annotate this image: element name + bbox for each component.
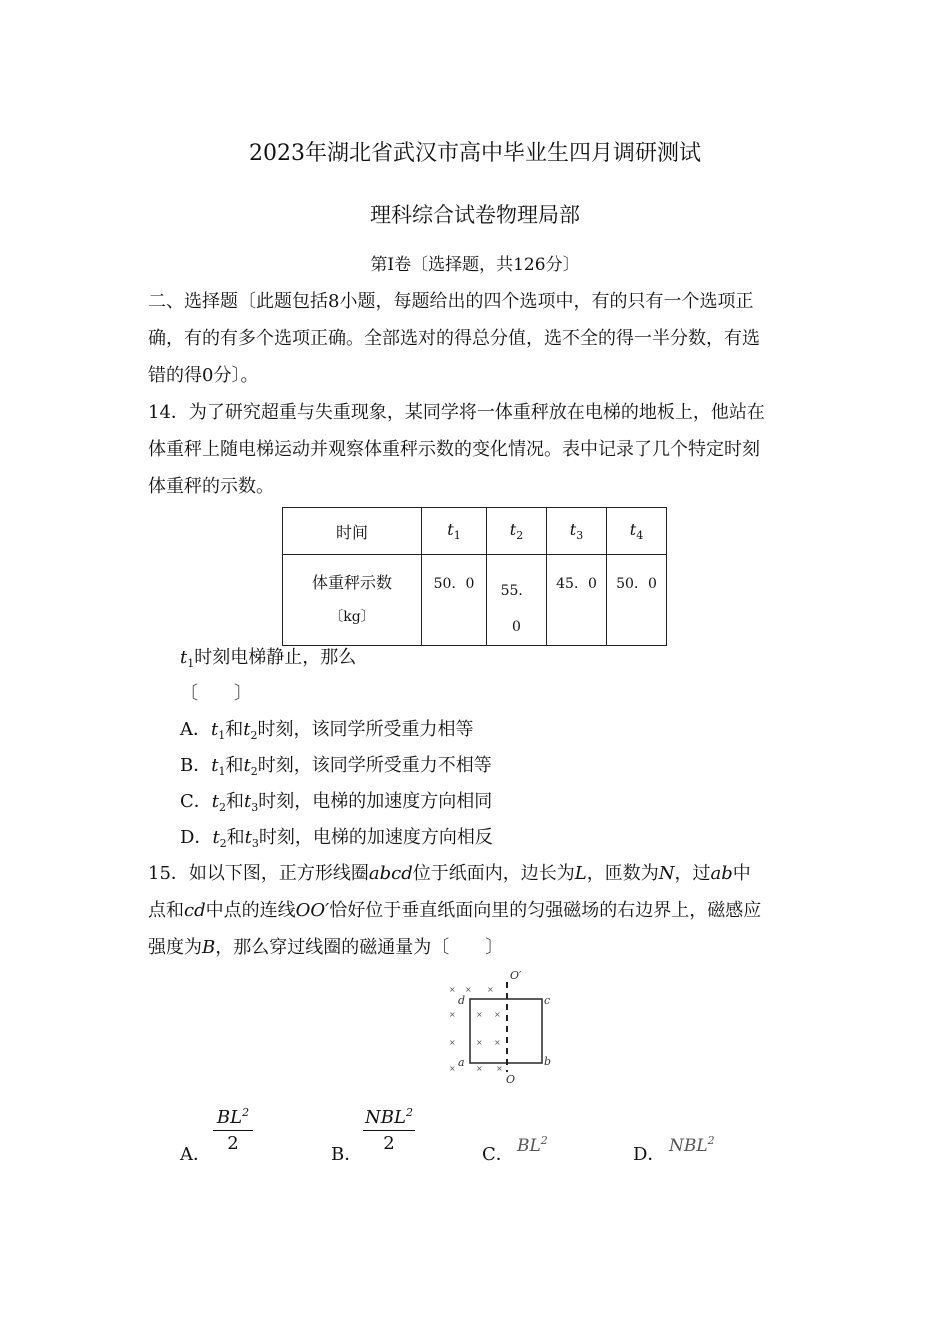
- table-row-label: 体重秤示数 〔kg〕: [283, 555, 422, 646]
- q15-option-b-label[interactable]: B．: [331, 1144, 363, 1165]
- q14-stem-line: 体重秤上随电梯运动并观察体重秤示数的变化情况。表中记录了几个特定时刻: [148, 439, 760, 460]
- q15-option-d-expr[interactable]: NBL$^2$: [669, 1134, 715, 1156]
- q15-options: [0, 1100, 950, 1170]
- q14-option-a[interactable]: A．$t_1$和$t_2$时刻，该同学所受重力相等: [180, 719, 474, 742]
- section-heading: 第I卷〔选择题，共126分〕: [370, 255, 580, 275]
- corner-a: a: [458, 1056, 465, 1069]
- svg-text:×: ×: [476, 1010, 483, 1019]
- table-header-t4: $t_4$: [607, 508, 667, 555]
- corner-d: d: [458, 994, 466, 1007]
- svg-text:×: ×: [494, 1010, 501, 1019]
- table-cell: 50．0: [422, 555, 487, 646]
- svg-text:×: ×: [449, 985, 456, 994]
- q15-stem-line: 15．如以下图，正方形线圈abcd位于纸面内，边长为L，匝数为N，过ab中: [148, 863, 751, 884]
- q15-option-d-label[interactable]: D．: [633, 1144, 666, 1165]
- q15-option-b-fraction[interactable]: NBL$^2$ 2: [363, 1106, 415, 1154]
- table-header-t3: $t_3$: [547, 508, 607, 555]
- q14-option-c[interactable]: C．$t_2$和$t_3$时刻，电梯的加速度方向相同: [180, 791, 493, 814]
- svg-text:×: ×: [449, 1038, 456, 1047]
- page-subtitle: 理科综合试卷物理局部: [370, 203, 580, 227]
- corner-c: c: [544, 994, 551, 1007]
- q14-option-d[interactable]: D．$t_2$和$t_3$时刻，电梯的加速度方向相反: [180, 827, 493, 850]
- q15-option-c-label[interactable]: C．: [482, 1144, 514, 1165]
- table-cell: 45．0: [547, 555, 607, 646]
- page-title: 2023年湖北省武汉市高中毕业生四月调研测试: [249, 141, 701, 166]
- table-cell: 55． 0: [487, 555, 547, 646]
- q15-option-a-label[interactable]: A．: [180, 1144, 211, 1165]
- table-header-time: 时间: [283, 508, 422, 555]
- corner-b: b: [544, 1055, 552, 1068]
- table-cell: 50．0: [607, 555, 667, 646]
- instruction-line: 二、选择题〔此题包括8小题，每题给出的四个选项中，有的只有一个选项正: [148, 291, 754, 312]
- q15-option-a-fraction[interactable]: $\frac{BL^2}{2}$: [213, 1106, 253, 1154]
- q14-answer-bracket: 〔 〕: [180, 683, 252, 704]
- label-o: O: [506, 1073, 516, 1086]
- q14-condition: $t_1$时刻电梯静止，那么: [180, 647, 357, 670]
- table-header-t2: $t_2$: [487, 508, 547, 555]
- q15-option-c-expr[interactable]: $BL^2$: [517, 1134, 548, 1156]
- coil-field-diagram: [440, 968, 560, 1088]
- svg-text:×: ×: [494, 1038, 501, 1047]
- q15-stem-line: 点和cd中点的连线OO′恰好位于垂直纸面向里的匀强磁场的右边界上，磁感应: [148, 900, 762, 921]
- table-header-t1: $t_1$: [422, 508, 487, 555]
- q15-stem-line: 强度为B，那么穿过线圈的磁通量为〔 〕: [148, 937, 504, 958]
- label-o-prime: O′: [510, 969, 522, 982]
- q14-option-b[interactable]: B．$t_1$和$t_2$时刻，该同学所受重力不相等: [180, 755, 492, 778]
- svg-text:×: ×: [496, 1064, 503, 1073]
- svg-text:×: ×: [449, 1064, 456, 1073]
- svg-text:×: ×: [449, 1010, 456, 1019]
- q14-stem-line: 体重秤的示数。: [148, 476, 274, 497]
- svg-text:×: ×: [465, 985, 472, 994]
- weight-table: [282, 507, 667, 646]
- q14-stem-line: 14．为了研究超重与失重现象，某同学将一体重秤放在电梯的地板上，他站在: [148, 402, 765, 423]
- svg-text:×: ×: [476, 1038, 483, 1047]
- instruction-line: 确，有的有多个选项正确。全部选对的得总分值，选不全的得一半分数，有选: [148, 328, 760, 349]
- svg-text:×: ×: [487, 985, 494, 994]
- svg-text:×: ×: [476, 1064, 483, 1073]
- instruction-line: 错的得0分〕。: [148, 365, 259, 386]
